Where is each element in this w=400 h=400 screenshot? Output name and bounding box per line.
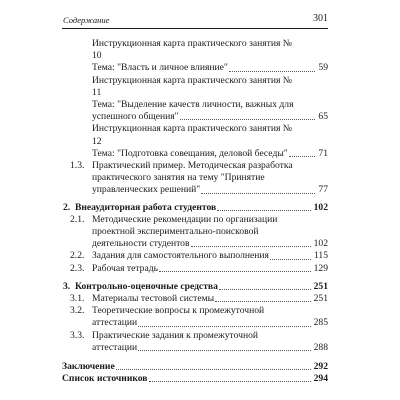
dot-leader [180,118,316,120]
toc-entry-title-line: Тема: "Власть и личное влияние" [92,62,228,74]
toc-entry[interactable] [62,214,328,251]
toc-entry[interactable] [62,250,328,262]
dot-leader [270,258,311,260]
toc-entry[interactable] [62,123,328,160]
dot-leader [191,245,311,247]
toc-entry-title [75,202,328,214]
toc-entry-page: 294 [313,373,328,385]
toc-entry-title-line: Контрольно-оценочные средства [75,280,218,292]
dot-leader [138,349,310,351]
toc-entry-title-line: Тема: "Подготовка совещания, деловой беседы" [92,147,288,159]
header-rule [62,28,328,29]
toc-entry-title [92,263,328,275]
toc-entry-title-line: Теоретические вопросы к промежуточной [92,305,265,317]
spacer [62,354,328,361]
toc-entry[interactable] [62,202,328,214]
toc-entry-title-line: Внеаудиторная работа студентов [75,201,217,213]
toc-entry-title-line: успешного общения" [92,111,179,123]
toc-entry-page: 102 [313,238,328,250]
toc-entry[interactable] [62,305,328,329]
toc-entry-number: 3.1. [70,293,85,305]
toc-entry[interactable] [62,160,328,197]
toc-entry-page: 288 [313,341,328,353]
toc-entry-title-line: Заключение [62,361,115,373]
toc-entry-number: 1.3. [70,160,85,172]
toc-entry-page: 285 [313,317,328,329]
dot-leader [219,288,311,290]
toc-entry-title-line: управленческих решений" [92,184,201,196]
toc-entry[interactable] [62,361,328,373]
toc-entry[interactable] [62,75,328,124]
toc-entry-page: 59 [318,62,328,74]
dot-leader [217,209,310,211]
toc-entry-title [92,293,328,305]
toc-entry-title [75,281,328,293]
toc-entry-number: 2.1. [70,213,85,225]
toc-entry-title-line: деятельности студентов [92,238,190,250]
toc-entry[interactable] [62,293,328,305]
toc-entry-title [62,361,328,373]
toc-entry-title [62,373,328,385]
toc-entry-title-line: аттестации [92,317,138,329]
toc-entry-title-line: Инструкционная карта практического занятия № 11 [92,74,292,98]
page-number: 301 [313,13,328,24]
toc-entry-title-line: Материалы тестовой системы [92,293,215,305]
toc-entry-page: 129 [313,262,328,274]
running-title: Содержание [63,15,110,25]
toc-entry-title-line: Практический пример. Методическая разработка [92,160,293,172]
running-head [62,12,328,29]
toc-entry-page: 65 [318,111,328,123]
toc-entry-title-line: аттестации [92,341,138,353]
dot-leader [159,270,311,272]
toc-entry-number: 2. [63,201,71,213]
dot-leader [289,155,316,157]
dot-leader [215,300,310,302]
toc-entry[interactable] [62,281,328,293]
toc-entry-title-line: Список источников [62,373,148,385]
toc-entry-page: 251 [313,280,328,292]
book-page [62,12,330,400]
toc-entry-number: 3. [63,280,71,292]
toc-entry-title-line: Инструкционная карта практического занятия № 10 [92,38,292,62]
toc-entry-page: 102 [313,201,328,213]
toc-entry-title-line: Практические задания к промежуточной [92,329,259,341]
toc-entry-number: 3.2. [70,305,85,317]
toc-entry-page: 71 [318,147,328,159]
toc-entry-title-line: практического занятия на тему "Принятие [92,172,265,184]
toc-entry-page: 251 [313,293,328,305]
toc-entry-number: 2.2. [70,250,85,262]
dot-leader [201,192,315,194]
dot-leader [149,380,311,382]
table-of-contents [62,38,328,385]
dot-leader [116,368,311,370]
toc-entry-title [92,75,328,124]
dot-leader [138,325,310,327]
toc-entry-page: 115 [313,250,328,262]
toc-entry[interactable] [62,263,328,275]
toc-entry-title-line: Методические рекомендации по организации [92,213,278,225]
toc-entry-page: 77 [318,184,328,196]
toc-entry[interactable] [62,330,328,354]
toc-entry-title-line: Тема: "Выделение качеств личности, важных для [92,99,294,111]
toc-entry-title-line: проектной экспериментально-поисковой [92,226,259,238]
toc-entry-title-line: Задания для самостоятельного выполнения [92,250,269,262]
toc-entry-title-line: Инструкционная карта практического занятия № 12 [92,123,292,147]
dot-leader [229,70,316,72]
toc-entry-number: 2.3. [70,262,85,274]
toc-entry-page: 292 [313,361,328,373]
toc-entry[interactable] [62,373,328,385]
toc-entry-number: 3.3. [70,329,85,341]
toc-entry-title-line: Рабочая тетрадь [92,262,158,274]
toc-entry-title [92,250,328,262]
toc-entry[interactable] [62,38,328,75]
